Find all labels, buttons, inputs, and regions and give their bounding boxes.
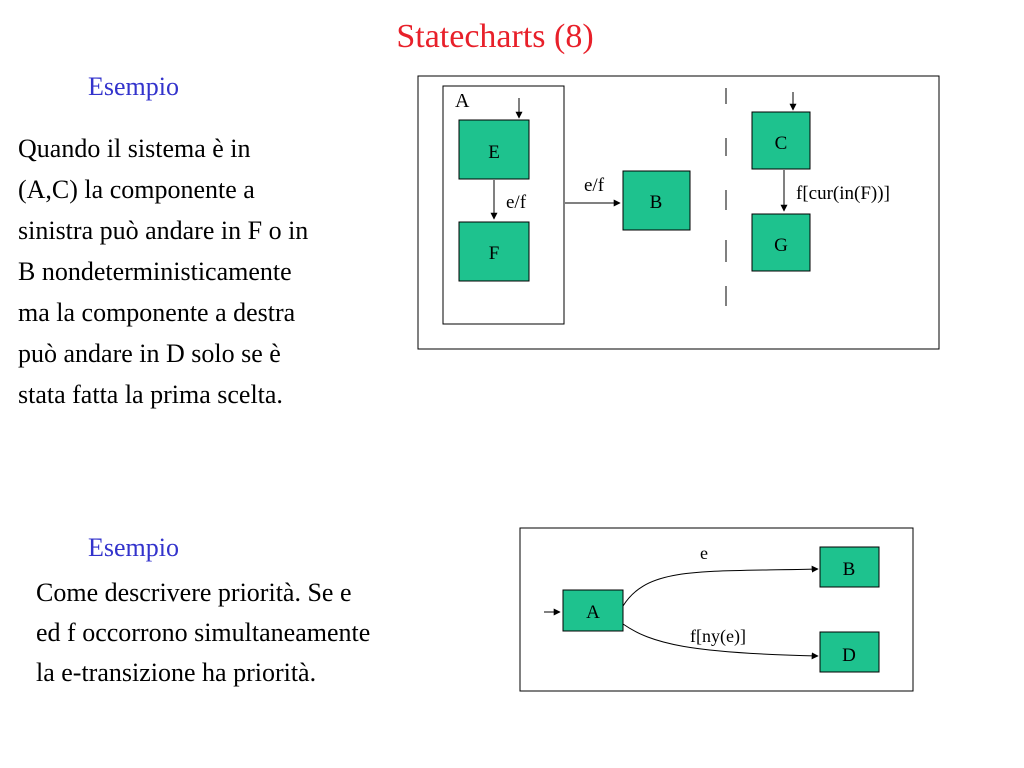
paragraph-line: sinistra può andare in F o in — [18, 216, 309, 245]
state-e-label: E — [488, 142, 500, 163]
statechart-diagram-1 — [418, 76, 939, 349]
paragraph-line: Come descrivere priorità. Se e — [36, 578, 352, 607]
state-g-label: G — [774, 235, 788, 256]
transition-a-to-b-label: e — [700, 543, 708, 563]
paragraph-line: ma la componente a destra — [18, 298, 296, 327]
state-b-label: B — [649, 192, 663, 213]
page-title: Statecharts (8) — [396, 18, 594, 55]
paragraph-line: (A,C) la componente a — [18, 175, 255, 204]
state-c-label: C — [774, 133, 788, 154]
section1-heading: Esempio — [88, 72, 179, 101]
superstate-a-label: A — [455, 90, 470, 112]
transition-a-to-b-label: e/f — [584, 175, 605, 196]
paragraph-line: Quando il sistema è in — [18, 134, 251, 163]
paragraph-line: stata fatta la prima scelta. — [18, 380, 283, 409]
paragraph-line: la e-transizione ha priorità. — [36, 658, 317, 687]
state-a-label: A — [586, 602, 600, 623]
state-f-label: F — [488, 243, 500, 264]
paragraph-line: può andare in D solo se è — [18, 339, 281, 368]
state-b-label: B — [842, 559, 856, 580]
transition-c-to-g-label: f[cur(in(F))] — [796, 183, 890, 204]
statechart-diagram-2 — [520, 528, 913, 691]
transition-e-to-f-label: e/f — [506, 192, 527, 213]
paragraph-line: ed f occorrono simultaneamente — [36, 618, 371, 647]
section2-heading: Esempio — [88, 533, 179, 562]
state-d-label: D — [842, 645, 856, 666]
paragraph-line: B nondeterministicamente — [18, 257, 292, 286]
transition-a-to-d-label: f[ny(e)] — [690, 626, 746, 646]
